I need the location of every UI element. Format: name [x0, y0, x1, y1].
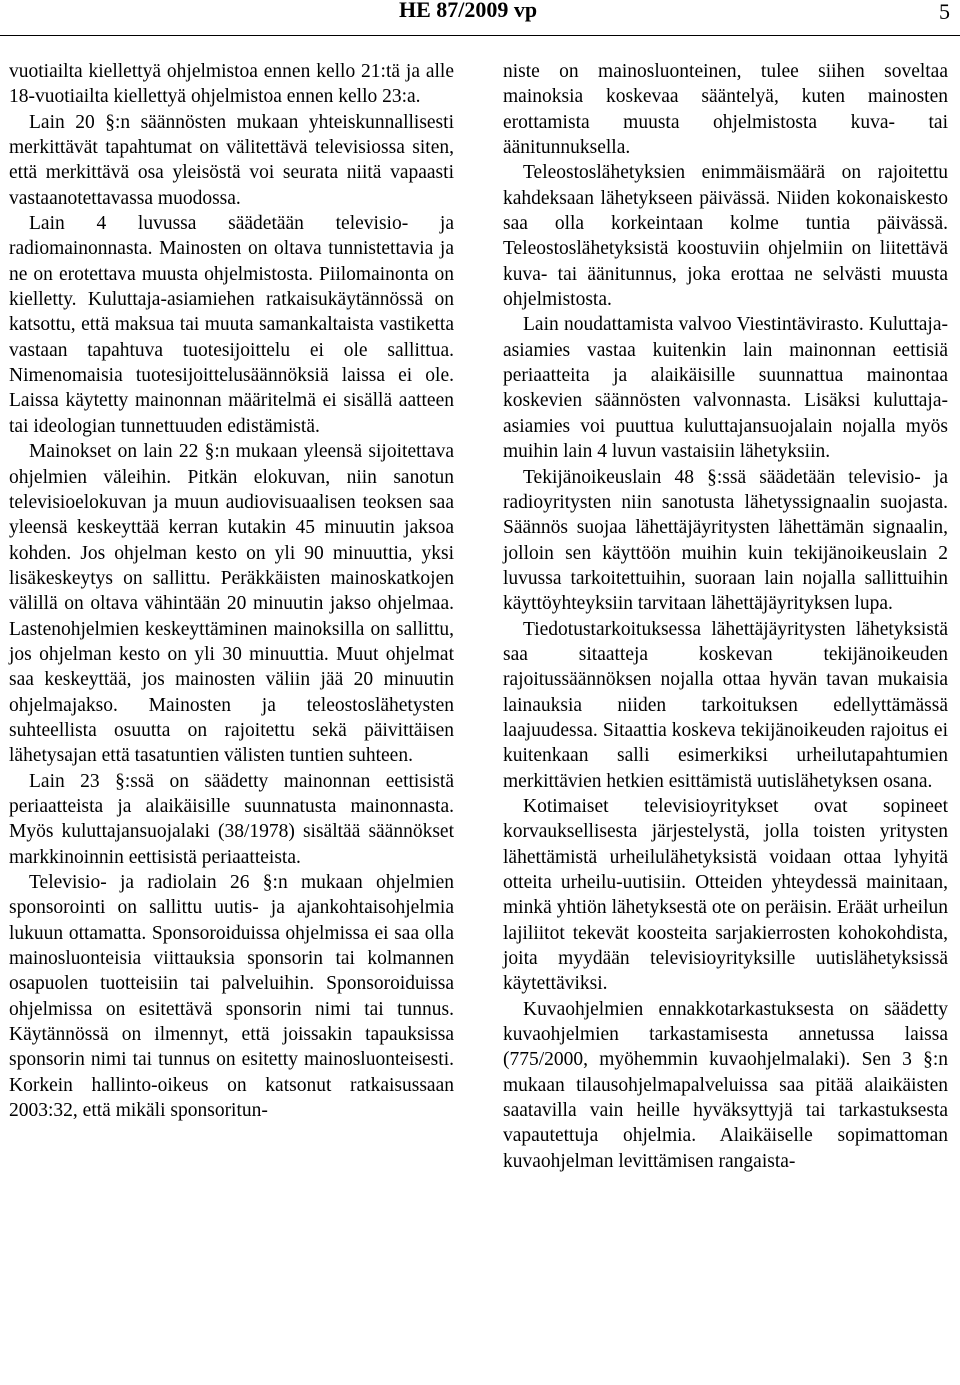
paragraph: Televisio- ja radiolain 26 §:n mukaan ohjelmien sponsorointi on sallittu uutis- ja ajankohtaisohjelmia lukuun ottamatta. Sponsoroiduissa ohjelmissa ei saa olla mainosluonteisia viittauksia sponsorin tai kolmannen osapuolen tuotteisiin tai palveluihin. Sponsoroiduissa ohjelmissa on esitettävä sponsorin nimi tai tunnus. Käytännössä on ilmennyt, että joissakin tapauksissa sponsorin nimi tai tunnus on esitetty mainosluonteisesti. Korkein hallinto-oikeus on katsonut ratkaisussaan 2003:32, että mikäli sponsoritun-: [9, 872, 454, 1122]
paragraph: Lain 20 §:n säännösten mukaan yhteiskunnallisesti merkittävät tapahtumat on välitettävä televisiossa siten, että merkittävä osa yleisöstä voi seurata niitä vapaasti vastaanotettavassa muodossa.: [9, 111, 454, 209]
paragraph: Kuvaohjelmien ennakkotarkastuksesta on säädetty kuvaohjelmien tarkastamisesta annetussa laissa (775/2000, myöhemmin kuvaohjelmalaki). Sen 3 §:n mukaan tilausohjelmapalveluissa saa pitää alaikäisten saatavilla vain heille hyväksyttyjä tai tarkastuksesta vapautettuja ohjelmia. Alaikäiselle sopimattoman kuvaohjelman levittämisen rangaista-: [503, 998, 948, 1172]
page-number: 5: [939, 0, 950, 24]
paragraph: Lain 23 §:ssä on säädetty mainonnan eettisistä periaatteista ja alaikäisille suunnatusta mainonnasta. Myös kuluttajansuojalaki (38/1978) sisältää säännökset markkinoinnin eettisistä periaatteista.: [9, 770, 454, 868]
paragraph: Teleostoslähetyksien enimmäismäärä on rajoitettu kahdeksaan lähetykseen päivässä. Niiden kokonaiskesto saa olla korkeintaan kolme tuntia päivässä. Teleostoslähetyksistä koostuviin ohjelmiin on liitettävä kuva- tai äänitunnus, joka erottaa ne selvästi muusta ohjelmistosta.: [503, 162, 948, 311]
header-rule: [0, 35, 960, 36]
paragraph: Tekijänoikeuslain 48 §:ssä säädetään televisio- ja radioyritysten niin sanotusta lähetyssignaalin suojasta. Säännös suojaa lähettäjäyritysten lähettämän signaalin, jolloin sen käyttöön muihin kuin tekijänoikeuslain 2 luvussa tarkoitettuihin, suoraan lain nojalla sallittuihin käyttöyhteyksiin tarvitaan lähettäjäyrityksen lupa.: [503, 466, 948, 615]
paragraph: Kotimaiset televisioyritykset ovat sopineet korvauksellisesta järjestelystä, jolla toisten yritysten lähettämistä urheilulähetyksistä voidaan ottaa lyhyitä otteita urheilu-uutisiin. Otteiden yhteydessä mainitaan, minkä yhtiön lähetyksestä ote on peräisin. Eräät urheilun lajiliitot tekevät koosteita sarjakierrosten kohokohdista, joita myydään televisioyrityksille uutislähetyksissä käytettäviksi.: [503, 795, 948, 995]
paragraph: vuotiailta kiellettyä ohjelmistoa ennen kello 21:tä ja alle 18-vuotiailta kiellettyä ohjelmistoa ennen kello 23:a.: [9, 61, 454, 108]
paragraph: niste on mainosluonteinen, tulee siihen soveltaa mainoksia koskevaa sääntelyä, kuten mainosten erottamista muusta ohjelmistosta kuva- tai äänitunnuksella.: [503, 61, 948, 159]
paragraph: Mainokset on lain 22 §:n mukaan yleensä sijoitettava ohjelmien väleihin. Pitkän elokuvan, niin sanotun televisioelokuvan ja muun audiovisuaalisen teoksen saa yleensä keskeyttää kerran kutakin 45 minuutin jaksoa kohden. Jos ohjelman kesto on yli 90 minuuttia, yksi lisäkeskeytys on sallittu. Peräkkäisten mainoskatkojen välillä on oltava vähintään 20 minuutin jakso ohjelmaa. Lastenohjelmien keskeyttäminen mainoksilla on sallittu, jos ohjelman kesto on yli 30 minuuttia. Muut ohjelmat saa keskeyttää, jos mainosten väliin jää 20 minuutin ohjelmajakso. Mainosten ja teleostoslähetysten suhteellista osuutta on rajoitettu sekä päivittäisen lähetysajan että tasatuntien välisten tuntien suhteen.: [9, 441, 454, 767]
document-id: HE 87/2009 vp: [399, 0, 538, 22]
paragraph: Lain noudattamista valvoo Viestintävirasto. Kuluttaja-asiamies vastaa kuitenkin lain mainonnan eettisiä periaatteita ja alaikäisille suunnattua mainontaa koskevien säännösten valvonnasta. Lisäksi kuluttaja-asiamies voi puuttua kuluttajansuojalain nojalla myös muihin lain 4 luvun vastaisiin lähetyksiin.: [503, 314, 948, 463]
left-column: [9, 59, 454, 1123]
right-column: [503, 59, 948, 1174]
paragraph: Tiedotustarkoituksessa lähettäjäyritysten lähetyksistä saa sitaatteja koskevan tekijänoikeuden rajoitussäännöksen nojalla ottaa hyvän tavan mukaisia lainauksia niiden tarkoituksen edellyttämässä laajuudessa. Sitaattia koskeva tekijänoikeuden rajoitus ei kuitenkaan salli esimerkiksi urheilutapahtumien merkittävien hetkien esittämistä uutislähetyksen osana.: [503, 618, 948, 792]
paragraph: Lain 4 luvussa säädetään televisio- ja radiomainonnasta. Mainosten on oltava tunnistettavia ja ne on erotettava muusta ohjelmistosta. Piilomainonta on kielletty. Kuluttaja-asiamiehen ratkaisukäytännössä on katsottu, että maksua tai muuta samankaltaista vastiketta vastaan tapahtuva tuotesijoittelu ei ole sallittua. Nimenomaisia tuotesijoittelusäännöksiä laissa ei ole. Laissa käytetty mainonnan määritelmä ei sisällä aatteen tai ideologian tunnettuuden edistämistä.: [9, 213, 454, 437]
page-header: [0, 0, 960, 40]
